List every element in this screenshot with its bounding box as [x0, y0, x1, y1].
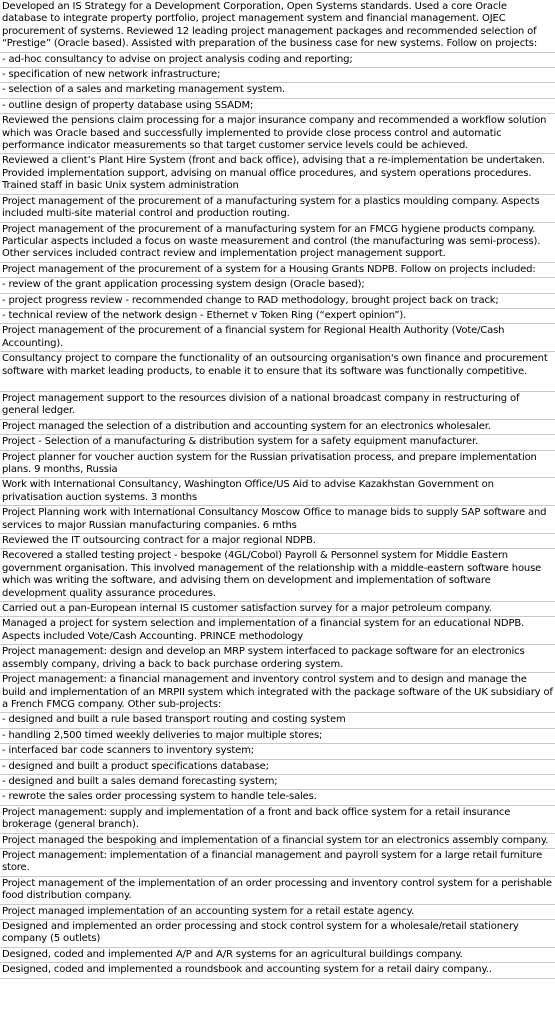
table-row: Designed, coded and implemented A/P and A/R systems for an agricultural buildings company.	[0, 948, 555, 963]
table-row: - handling 2,500 timed weekly deliveries to major multiple stores;	[0, 729, 555, 744]
table-row: Consultancy project to compare the functionality of an outsourcing organisation's own finance and procurement software with market leading products, to enable it to ensure that its software was functionally competitive.	[0, 352, 555, 392]
table-row: - interfaced bar code scanners to inventory system;	[0, 744, 555, 759]
table-row: Project management of the procurement of a financial system for Regional Health Authority (Vote/Cash Accounting).	[0, 324, 555, 352]
table-row: Project managed the selection of a distribution and accounting system for an electronics wholesaler.	[0, 420, 555, 435]
table-row: Reviewed the IT outsourcing contract for a major regional NDPB.	[0, 534, 555, 549]
table-row: - specification of new network infrastructure;	[0, 68, 555, 83]
table-row: Work with International Consultancy, Washington Office/US Aid to advise Kazakhstan Government on privatisation auction systems. 3 months	[0, 478, 555, 506]
table-row: Project Planning work with International Consultancy Moscow Office to manage bids to supply SAP software and services to major Russian manufacturing companies. 6 mths	[0, 506, 555, 534]
table-row: - designed and built a rule based transport routing and costing system	[0, 713, 555, 728]
table-row: Project management of the implementation of an order processing and inventory control system for a perishable food distribution company.	[0, 877, 555, 905]
table-row: Managed a project for system selection and implementation of a financial system for an educational NDPB. Aspects included Vote/Cash Accounting. PRINCE methodology	[0, 617, 555, 645]
table-row: - project progress review - recommended change to RAD methodology, brought project back on track;	[0, 294, 555, 309]
table-row: - ad-hoc consultancy to advise on project analysis coding and reporting;	[0, 53, 555, 68]
table-row: Project - Selection of a manufacturing & distribution system for a safety equipment manufacturer.	[0, 435, 555, 450]
table-row: Project management of the procurement of a system for a Housing Grants NDPB. Follow on projects included:	[0, 263, 555, 278]
table-row: Recovered a stalled testing project - bespoke (4GL/Cobol) Payroll & Personnel system for Middle Eastern government organisation. This involved management of the relationship with a middle-eastern software house which was writing the software, and advising them on development and implementation of software development quality assurance procedures.	[0, 549, 555, 602]
table-row: Project management: implementation of a financial management and payroll system for a large retail furniture store.	[0, 849, 555, 877]
table-row: Project managed the bespoking and implementation of a financial system tor an electronics assembly company.	[0, 834, 555, 849]
table-row: Project management of the procurement of a manufacturing system for an FMCG hygiene products company. Particular aspects included a focus on waste measurement and control (the manufacturing was semi-process). Other services included contract review and implementation project management support.	[0, 223, 555, 263]
table-row: Reviewed the pensions claim processing for a major insurance company and recommended a workflow solution which was Oracle based and successfully implemented to provide close process control and automatic performance indicator measurements so that target customer service levels could be achieved.	[0, 114, 555, 154]
table-row: - review of the grant application processing system design (Oracle based);	[0, 278, 555, 293]
table-row: Project management of the procurement of a manufacturing system for a plastics moulding company. Aspects included multi-site material control and production routing.	[0, 195, 555, 223]
table-row: - designed and built a sales demand forecasting system;	[0, 775, 555, 790]
table-row: Carried out a pan-European internal IS customer satisfaction survey for a major petroleum company.	[0, 602, 555, 617]
table-row: Project management: a financial management and inventory control system and to design and manage the build and implementation of an MRPII system which integrated with the package software of the UK subsidiary of a French FMCG company. Other sub-projects:	[0, 673, 555, 713]
table-row: Project management support to the resources division of a national broadcast company in restructuring of general ledger.	[0, 392, 555, 420]
table-row: Project planner for voucher auction system for the Russian privatisation process, and prepare implementation plans. 9 months, Russia	[0, 451, 555, 479]
table-row: Designed and implemented an order processing and stock control system for a wholesale/retail stationery company (5 outlets)	[0, 920, 555, 948]
table-row: - selection of a sales and marketing management system.	[0, 83, 555, 98]
table-row: Developed an IS Strategy for a Development Corporation, Open Systems standards. Used a core Oracle database to integrate property portfolio, project management system and financial management. OJEC procurement of systems. Reviewed 12 leading project management packages and recommended selection of “Prestige” (Oracle based). Assisted with preparation of the business case for new systems. Follow on projects:	[0, 0, 555, 53]
table-row: - designed and built a product specifications database;	[0, 760, 555, 775]
table-row: Project management: design and develop an MRP system interfaced to package software for an electronics assembly company, driving a back to back purchase ordering system.	[0, 645, 555, 673]
table-row: Project management: supply and implementation of a front and back office system for a retail insurance brokerage (general branch).	[0, 806, 555, 834]
table-row: - rewrote the sales order processing system to handle tele-sales.	[0, 790, 555, 805]
table-row: Project managed implementation of an accounting system for a retail estate agency.	[0, 905, 555, 920]
table-row: - outline design of property database using SSADM;	[0, 99, 555, 114]
table-row: Designed, coded and implemented a roundsbook and accounting system for a retail dairy company..	[0, 963, 555, 978]
table-row: Reviewed a client’s Plant Hire System (front and back office), advising that a re-implementation be undertaken. Provided implementation support, advising on manual office procedures, and system operations procedures. Trained staff in basic Unix system administration	[0, 154, 555, 194]
table-row: - technical review of the network design - Ethernet v Token Ring (“expert opinion”).	[0, 309, 555, 324]
